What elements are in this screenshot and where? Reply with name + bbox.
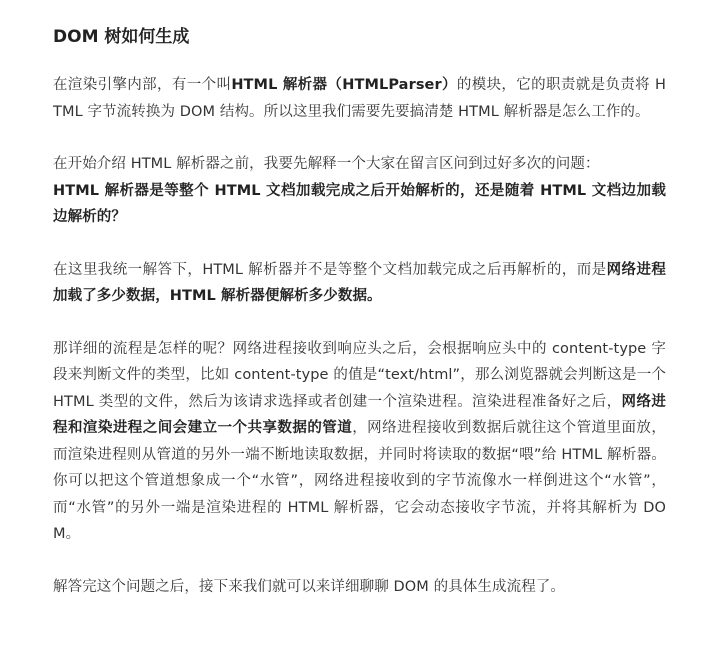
paragraph-question: [53, 151, 666, 231]
paragraph-question-bold: HTML 解析器是等整个 HTML 文档加载完成之后开始解析的，还是随着 HTML 文档边加载边解析的？: [53, 182, 666, 225]
paragraph-intro-text-a: 在渲染引擎内部，有一个叫: [53, 77, 232, 93]
paragraph-answer: [53, 257, 666, 310]
section-title: DOM 树如何生成: [53, 27, 190, 47]
paragraph-answer-bold: 网络进程加载了多少数据，HTML 解析器便解析多少数据。: [53, 261, 666, 304]
paragraph-flow-text-a: 那详细的流程是怎样的呢？网络进程接收到响应头之后，会根据响应头中的 content-type 字段来判断文件的类型，比如 content-type 的值是“text/html”，那么浏览器就会判断这是一个 HTML 类型的文件，然后为该请求选择或者创建一个渲染进程。渲染进程准备好之后，: [53, 340, 666, 410]
paragraph-answer-text: 在这里我统一解答下，HTML 解析器并不是等整个文档加载完成之后再解析的，而是: [53, 261, 607, 278]
paragraph-conclusion: [53, 574, 666, 601]
paragraph-flow-text-c: ，网络进程接收到数据后就往这个管道里面放，而渲染进程则从管道的另外一端不断地读取数据，并同时将读取的数据“喂”给 HTML 解析器。你可以把这个管道想象成一个“水管”，网络进程接收到的字节流像水一样倒进这个“水管”，而“水管”的另外一端是渲染进程的 HTML 解析器，它会动态接收字节流，并将其解析为 DOM。: [53, 420, 666, 542]
paragraph-question-text: 在开始介绍 HTML 解析器之前，我要先解释一个大家在留言区问到过好多次的问题：: [53, 156, 600, 172]
paragraph-flow-bold: 网络进程和渲染进程之间会建立一个共享数据的管道: [53, 393, 666, 436]
paragraph-conclusion-text: 解答完这个问题之后，接下来我们就可以来详细聊聊 DOM 的具体生成流程了。: [53, 578, 566, 595]
paragraph-intro: [53, 72, 666, 125]
paragraph-flow: [53, 336, 666, 548]
paragraph-intro-text-c: 的模块，它的职责就是负责将 HTML 字节流转换为 DOM 结构。所以这里我们需要先要搞清楚 HTML 解析器是怎么工作的。: [53, 77, 666, 120]
paragraph-intro-bold: HTML 解析器（HTMLParser）: [231, 77, 457, 93]
